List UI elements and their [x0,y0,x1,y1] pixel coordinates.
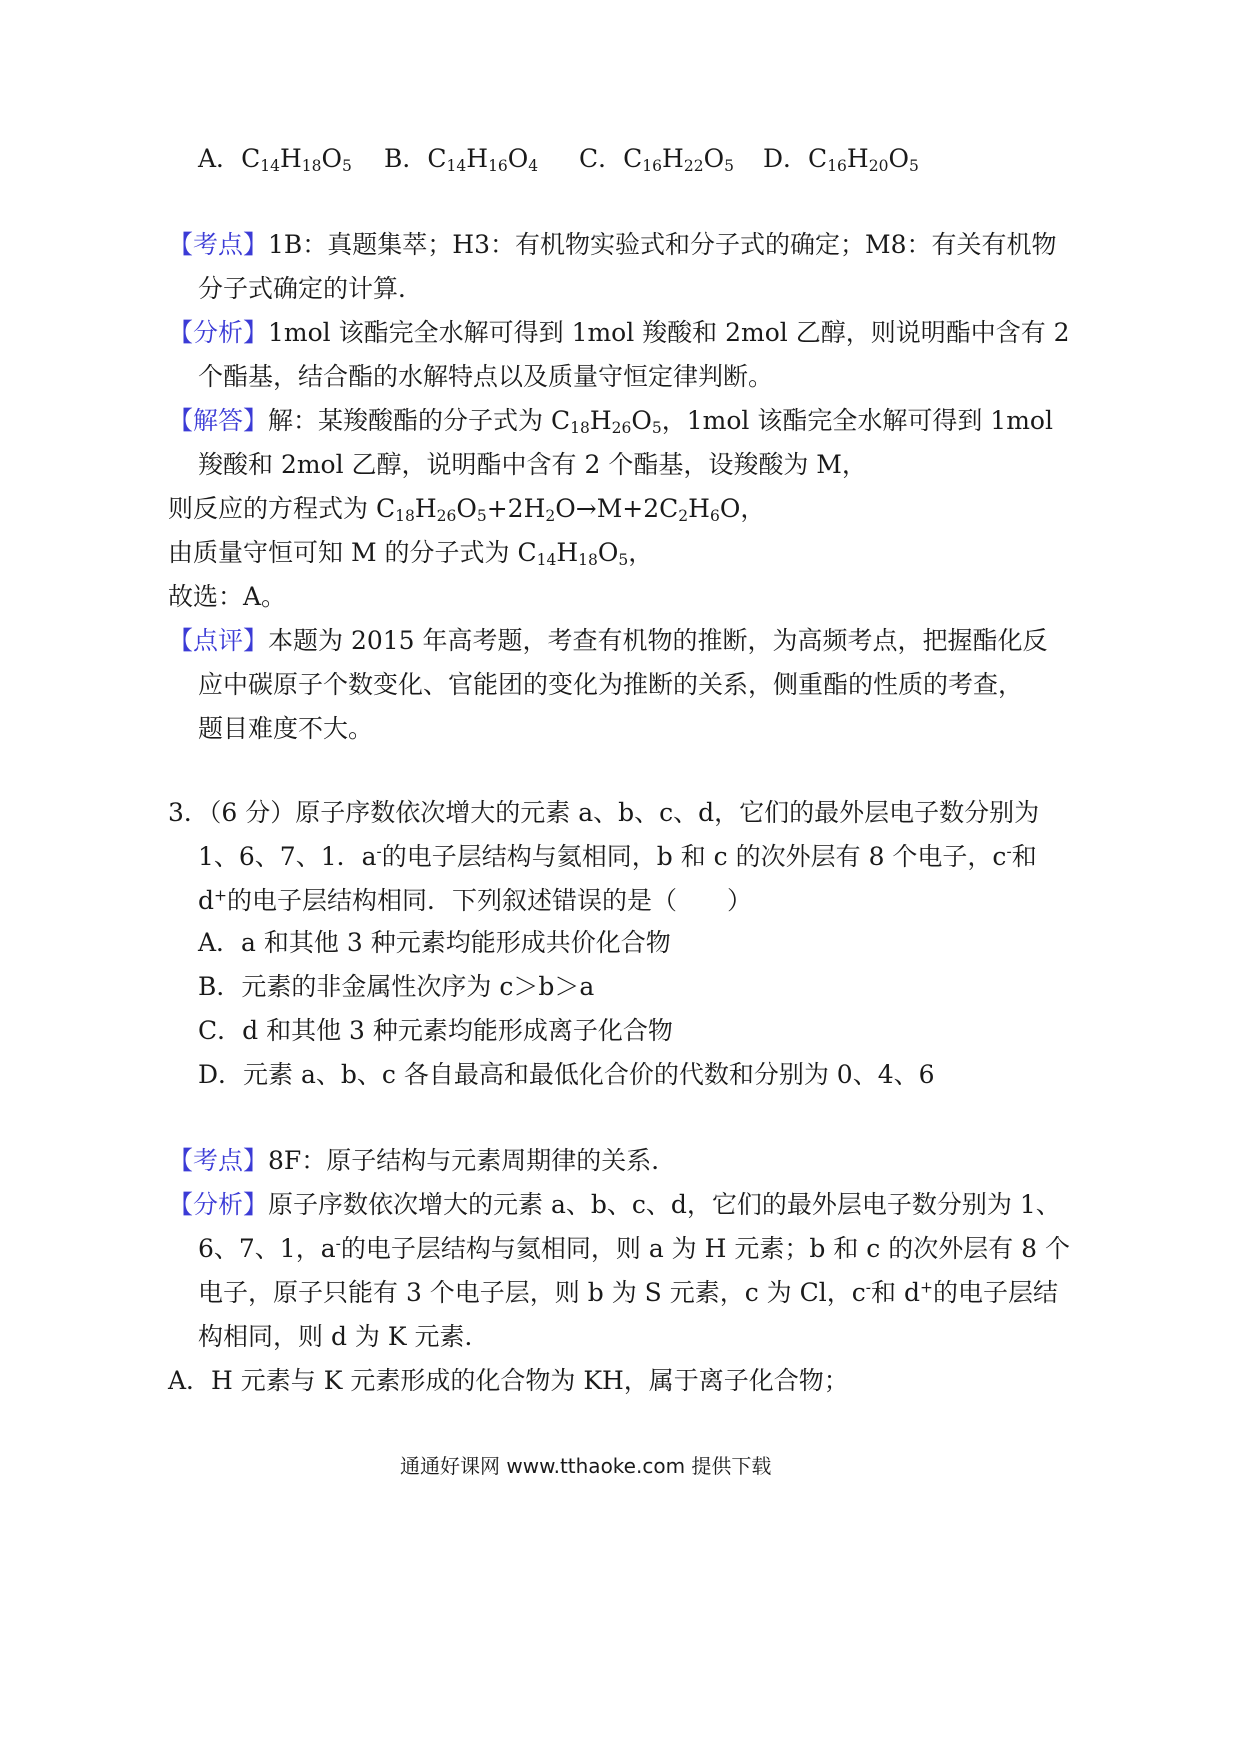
kaodian-tag: 【考点】 [168,1146,269,1175]
q3-option-b: B．元素的非金属性次序为 c＞b＞a [198,972,595,1001]
q2-choices [198,146,958,176]
q3-fenxi-line1: 【分析】原子序数依次增大的元素 a、b、c、d，它们的最外层电子数分别为 1、 [168,1190,1061,1219]
q3-kaodian: 【考点】8F：原子结构与元素周期律的关系． [168,1146,677,1175]
q3-fenxi-line4: 构相同，则 d 为 K 元素． [198,1322,490,1351]
q2-jieda-formula: 由质量守恒可知 M 的分子式为 $C_{14}H_{18}O_5$， [168,538,654,569]
q3-stem-line3: d+的电子层结构相同．下列叙述错误的是（ ） [198,886,753,915]
q2-fenxi-line2: 个酯基，结合酯的水解特点以及质量守恒定律判断。 [198,362,774,391]
q3-stem-line2: 1、6、7、1．a-的电子层结构与氦相同，b 和 c 的次外层有 8 个电子，c-和 [198,842,1037,871]
q2-fenxi-line1: 【分析】1mol 该酯完全水解可得到 1mol 羧酸和 2mol 乙醇，则说明酯中含有 2 [168,318,1070,347]
q2-option-c: C．$C_{16}H_{22}O_5$ [579,144,734,175]
fenxi-tag: 【分析】 [168,318,269,347]
q2-jieda-answer: 故选：A。 [168,582,287,611]
q3-analysis-a: A．H 元素与 K 元素形成的化合物为 KH，属于离子化合物； [168,1366,849,1395]
q3-stem-line1: 3．（6 分）原子序数依次增大的元素 a、b、c、d，它们的最外层电子数分别为 [168,798,1040,827]
q3-option-c: C．d 和其他 3 种元素均能形成离子化合物 [198,1016,673,1045]
q2-kaodian-line2: 分子式确定的计算． [198,274,424,303]
q2-jieda-line1: 【解答】解：某羧酸酯的分子式为 $C_{18}H_{26}O_5$，1mol 该酯完全水解可得到 1mol [168,406,1053,437]
q2-dianping-line2: 应中碳原子个数变化、官能团的变化为推断的关系，侧重酯的性质的考查， [198,670,1024,699]
footer-text: 通通好课网 www.tthaoke.com 提供下载 [400,1454,772,1478]
q2-option-b: B．$C_{14}H_{16}O_4$ [384,144,539,175]
q2-option-a: A．$C_{14}H_{18}O_5$ [198,144,352,175]
q3-fenxi-line3: 电子，原子只能有 3 个电子层，则 b 为 S 元素，c 为 Cl，c-和 d+的电子层结 [198,1278,1058,1307]
q2-jieda-equation: 则反应的方程式为 $C_{18}H_{26}O_5+2H_2O\to M+2C_2H_6O$， [168,494,766,525]
kaodian-tag: 【考点】 [168,230,269,259]
q2-option-d: D．$C_{16}H_{20}O_5$ [763,144,919,175]
q3-option-d: D．元素 a、b、c 各自最高和最低化合价的代数和分别为 0、4、6 [198,1060,935,1089]
q3-fenxi-line2: 6、7、1，a-的电子层结构与氦相同，则 a 为 H 元素；b 和 c 的次外层有 8 个 [198,1234,1071,1263]
q2-kaodian-line1: 【考点】1B：真题集萃；H3：有机物实验式和分子式的确定；M8：有关有机物 [168,230,1057,259]
q2-dianping-line3: 题目难度不大。 [198,714,374,743]
jieda-tag: 【解答】 [168,406,269,435]
fenxi-tag: 【分析】 [168,1190,269,1219]
q2-jieda-line2: 羧酸和 2mol 乙醇，说明酯中含有 2 个酯基，设羧酸为 M， [198,450,867,479]
q3-option-a: A．a 和其他 3 种元素均能形成共价化合物 [198,928,671,957]
q2-dianping-line1: 【点评】本题为 2015 年高考题，考查有机物的推断，为高频考点，把握酯化反 [168,626,1048,655]
dianping-tag: 【点评】 [168,626,269,655]
